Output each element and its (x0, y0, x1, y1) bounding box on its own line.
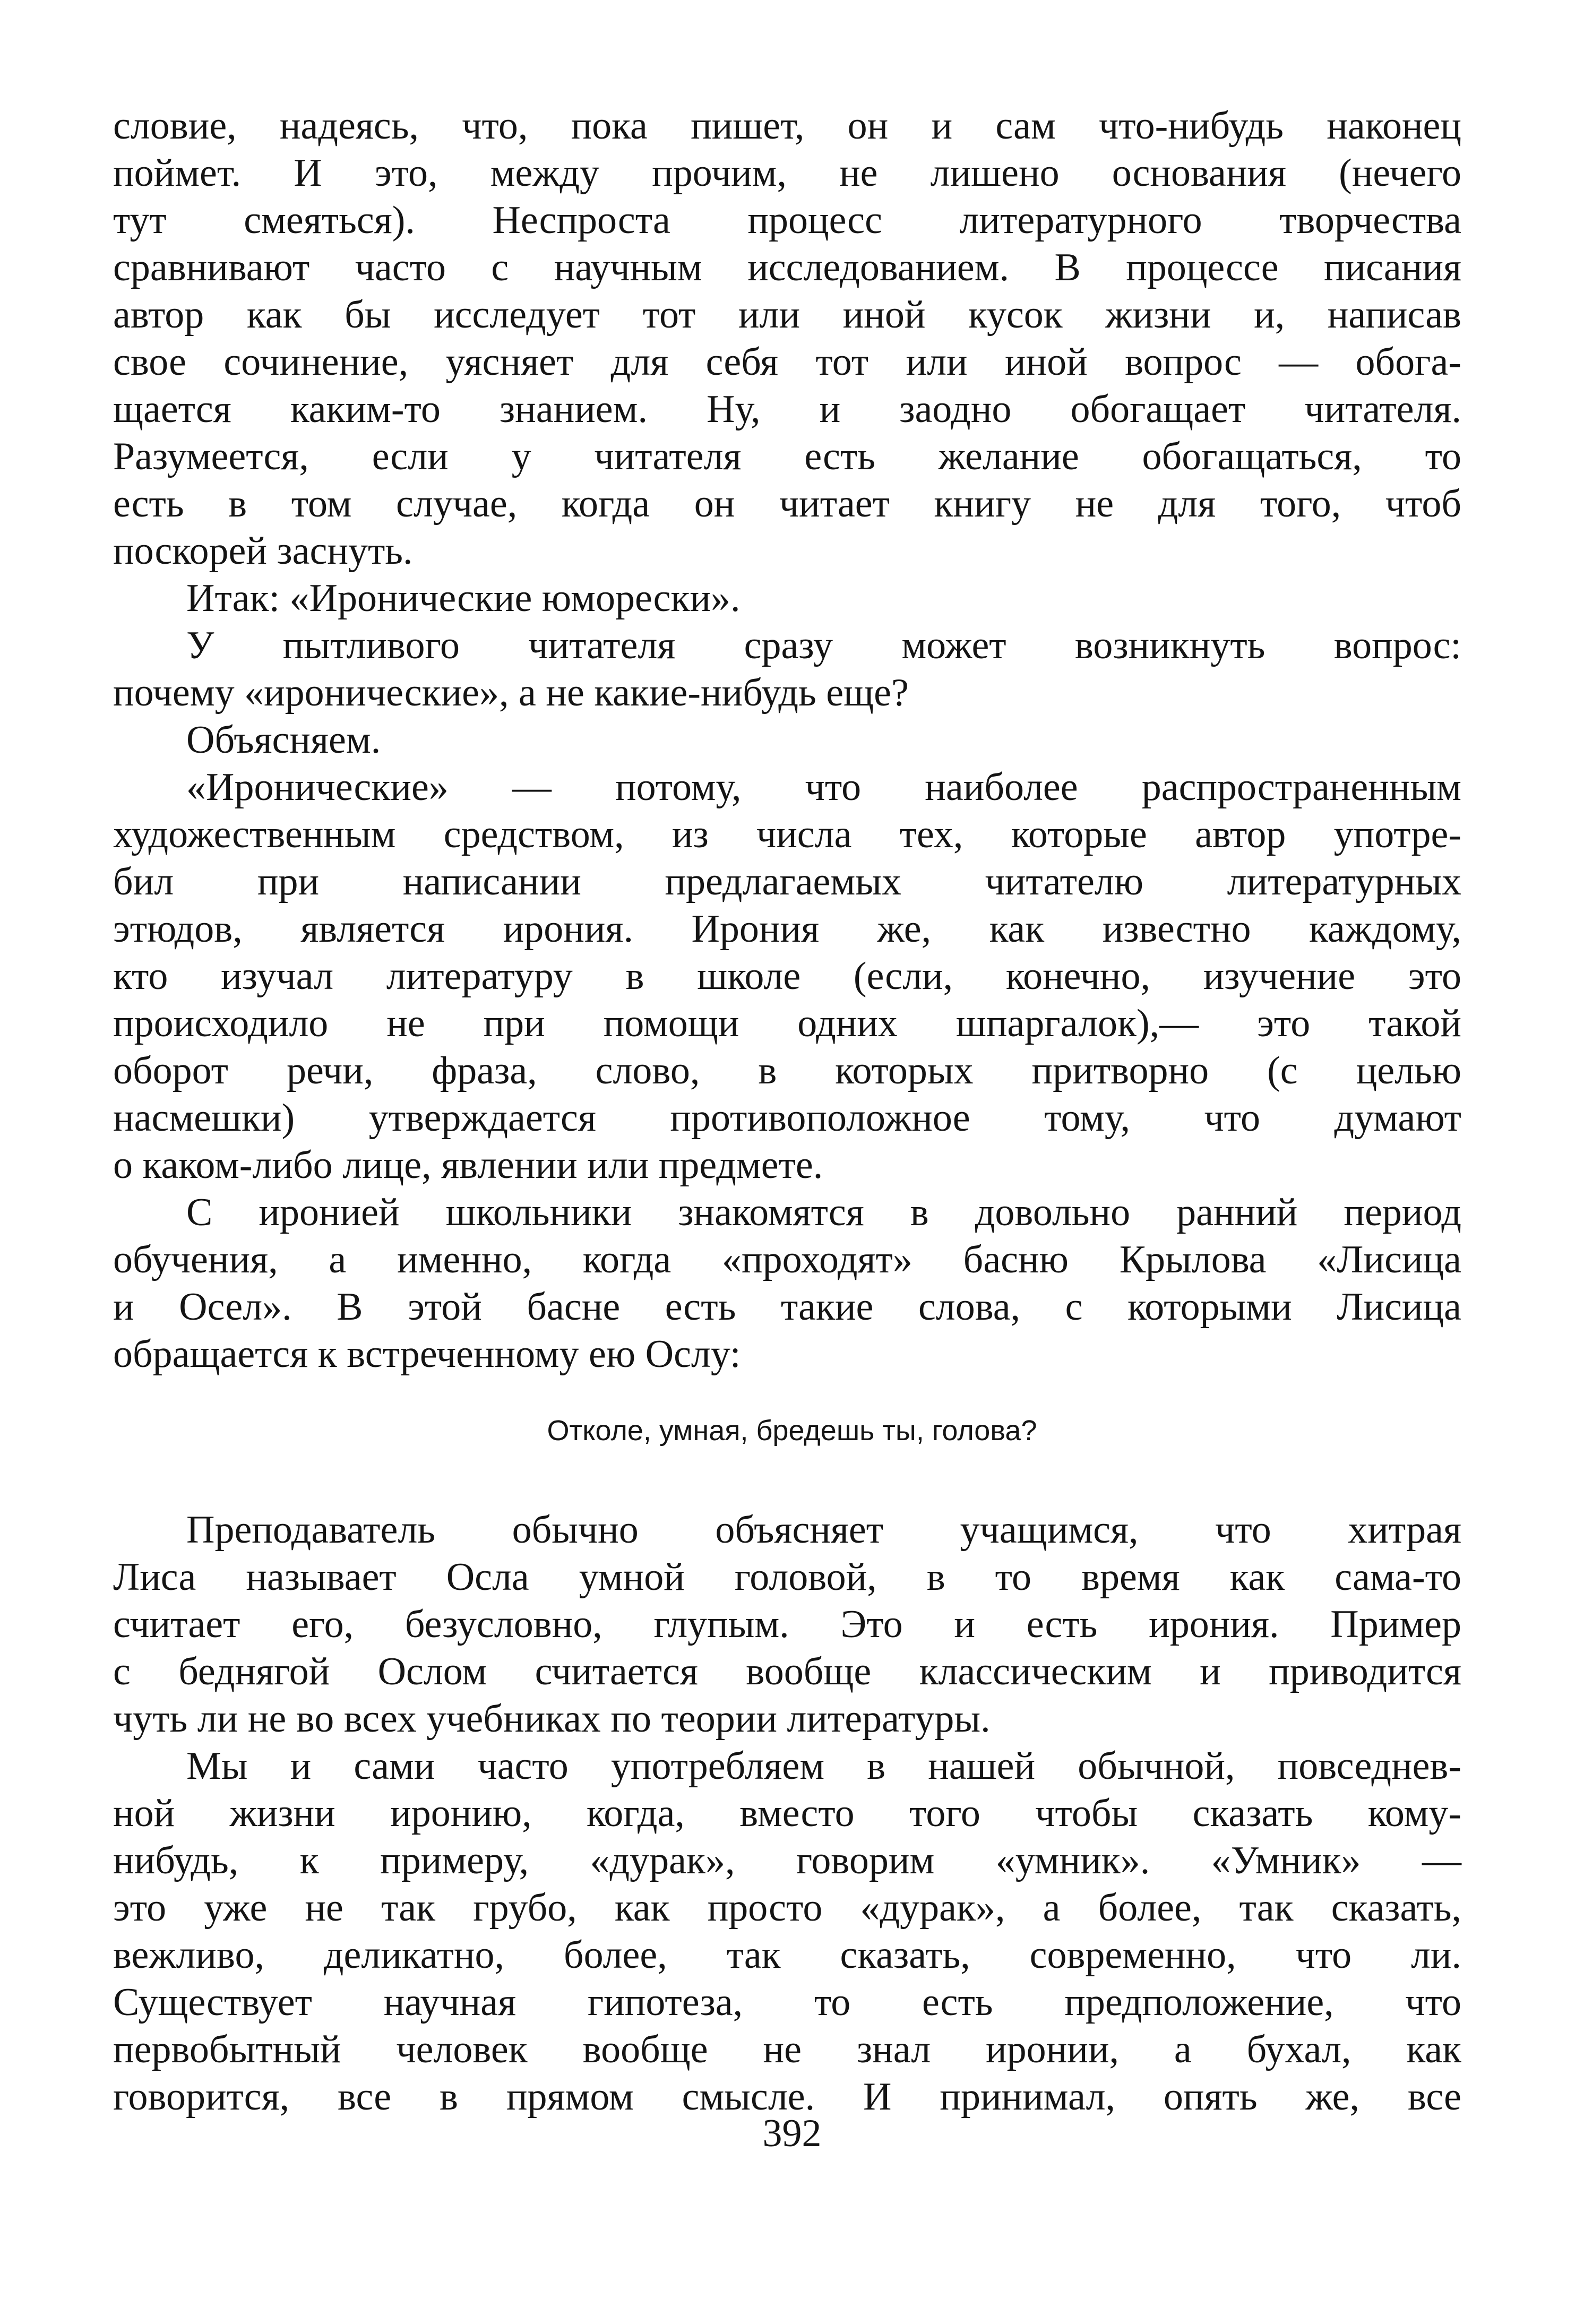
text-line: и Осел». В этой басне есть такие слова, с которыми Лисица (113, 1285, 1461, 1329)
text-line: поймет. И это, между прочим, не лишено основания (нечего (113, 151, 1461, 195)
paragraph-start-line: Преподаватель обычно объясняет учащимся, что хитрая (186, 1508, 1461, 1552)
text-line: ной жизни иронию, когда, вместо того чтобы сказать кому- (113, 1792, 1461, 1835)
paragraph-start-line: «Иронические» — потому, что наиболее распространенным (186, 765, 1461, 809)
text-line: обучения, а именно, когда «проходят» басню Крылова «Лисица (113, 1238, 1461, 1281)
text-line: Лиса называет Осла умной головой, в то время как сама-то (113, 1555, 1461, 1599)
text-line: нибудь, к примеру, «дурак», говорим «умник». «Умник» — (113, 1839, 1461, 1882)
text-line: чуть ли не во всех учебниках по теории литературы. (113, 1697, 991, 1741)
text-line: с беднягой Ослом считается вообще классическим и приводится (113, 1650, 1461, 1693)
text-line: считает его, безусловно, глупым. Это и есть ирония. Пример (113, 1603, 1461, 1646)
text-line: вежливо, деликатно, более, так сказать, современно, что ли. (113, 1933, 1461, 1977)
text-line: есть в том случае, когда он читает книгу не для того, чтоб (113, 482, 1461, 526)
text-line: тут смеяться). Неспроста процесс литературного творчества (113, 199, 1461, 242)
text-line: почему «иронические», а не какие-нибудь еще? (113, 671, 909, 715)
text-line: художественным средством, из числа тех, которые автор употре- (113, 813, 1461, 856)
text-line: щается каким-то знанием. Ну, и заодно обогащает читателя. (113, 388, 1461, 431)
text-line: этюдов, является ирония. Ирония же, как известно каждому, (113, 907, 1461, 951)
text-line: говорится, все в прямом смысле. И принимал, опять же, все (113, 2075, 1461, 2119)
text-line: первобытный человек вообще не знал иронии, а бухал, как (113, 2028, 1461, 2071)
paragraph-start-line: Итак: «Иронические юморески». (186, 576, 741, 620)
body-text-bottom (113, 1507, 1461, 2121)
paragraph-start-line: С иронией школьники знакомятся в довольно ранний период (186, 1191, 1461, 1234)
fable-quote: Отколе, умная, бредешь ты, голова? (547, 1415, 1037, 1447)
text-line: оборот речи, фраза, слово, в которых притворно (с целью (113, 1049, 1461, 1092)
text-line: насмешки) утверждается противоположное тому, что думают (113, 1096, 1461, 1140)
text-line: свое сочинение, уясняет для себя тот или иной вопрос — обога- (113, 340, 1461, 384)
text-line: Существует научная гипотеза, то есть предположение, что (113, 1981, 1461, 2024)
text-line: сравнивают часто с научным исследованием. В процессе писания (113, 246, 1461, 289)
text-line: кто изучал литературу в школе (если, конечно, изучение это (113, 954, 1461, 998)
text-line: поскорей заснуть. (113, 529, 413, 573)
text-line: словие, надеясь, что, пока пишет, он и сам что-нибудь наконец (113, 104, 1461, 148)
text-line: обращается к встреченному ею Ослу: (113, 1332, 741, 1376)
paragraph-start-line: Мы и сами часто употребляем в нашей обычной, повседнев- (186, 1744, 1461, 1788)
paragraph-start-line: У пытливого читателя сразу может возникнуть вопрос: (186, 624, 1461, 667)
body-text-top (113, 102, 1461, 1378)
page-number: 392 (762, 2112, 822, 2155)
text-line: Разумеется, если у читателя есть желание обогащаться, то (113, 435, 1461, 478)
paragraph-start-line: Объясняем. (186, 718, 381, 762)
text-line: это уже не так грубо, как просто «дурак», а более, так сказать, (113, 1886, 1461, 1930)
text-line: происходило не при помощи одних шпаргалок),— это такой (113, 1002, 1461, 1045)
text-line: бил при написании предлагаемых читателю литературных (113, 860, 1461, 903)
text-line: автор как бы исследует тот или иной кусок жизни и, написав (113, 293, 1461, 337)
text-line: о каком-либо лице, явлении или предмете. (113, 1143, 823, 1187)
